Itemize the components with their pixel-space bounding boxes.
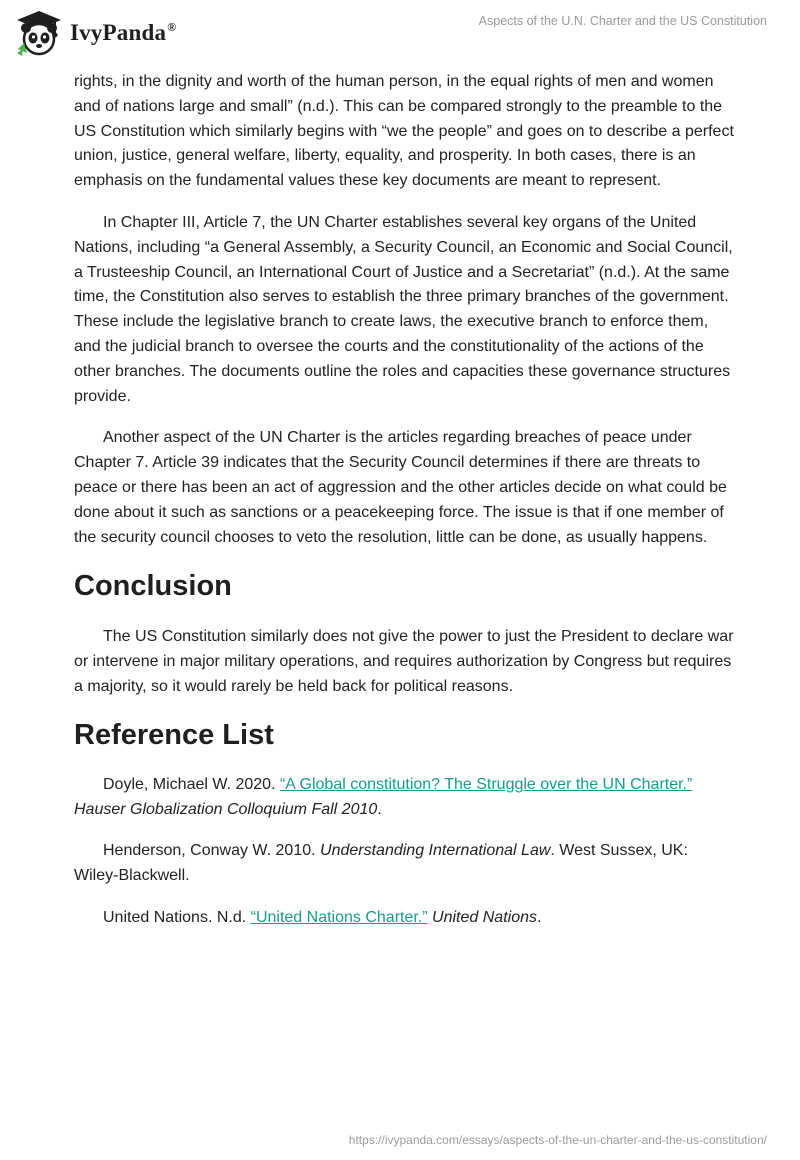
conclusion-paragraph: The US Constitution similarly does not give the power to just the President to declare war or intervene in major military operations, and requires authorization by Congress but requires a majority, so it would rarely be held back for political reasons. — [74, 628, 734, 695]
body-paragraph-2: In Chapter III, Article 7, the UN Charter establishes several key organs of the United Nations, including “a General Assembly, a Security Council, an Economic and Social Council, a Trusteeship Council, an International Court of Justice and a Secretariat” (n.d.). At the same time, the Constitution also serves to establish the three primary branches of the government. These include the legislative branch to create laws, the executive branch to enforce them, and the judicial branch to oversee the courts and the constitutionality of the actions of the other branches. The documents outline the roles and capacities these governance structures provide. — [74, 213, 733, 405]
reference-item-3: United Nations. N.d. “United Nations Charter.” United Nations. — [103, 908, 542, 926]
conclusion-heading: Conclusion — [74, 570, 232, 603]
essay-content — [74, 70, 734, 948]
reference-item-2: Henderson, Conway W. 2010. Understanding International Law. West Sussex, UK: Wiley-Blackwell. — [74, 842, 688, 885]
logo-wordmark: IvyPanda® — [70, 20, 177, 45]
ivypanda-logo[interactable] — [14, 8, 176, 58]
page-header — [0, 0, 800, 66]
footer-url: https://ivypanda.com/essays/aspects-of-the-un-charter-and-the-us-constitution/ — [348, 1133, 767, 1147]
body-paragraph-1: rights, in the dignity and worth of the human person, in the equal rights of men and women and of nations large and small” (n.d.). This can be compared strongly to the preamble to the US Constitution which similarly begins with “we the people” and goes on to describe a perfect union, justice, general welfare, liberty, equality, and prosperity. In both cases, there is an emphasis on the fundamental values these key documents are meant to represent. — [74, 73, 734, 190]
reference-item-1: Doyle, Michael W. 2020. “A Global constitution? The Struggle over the UN Charter.” Hauser Globalization Colloquium Fall 2010. — [74, 775, 693, 818]
reference-link-3[interactable]: “United Nations Charter.” — [250, 908, 428, 926]
body-paragraph-3: Another aspect of the UN Charter is the articles regarding breaches of peace under Chapter 7. Article 39 indicates that the Security Council determines if there are threats to peace or there has been an act of aggression and the other articles decide on what could be done about it such as sanctions or a peacekeeping force. The issue is that if one member of the security council chooses to veto the resolution, little can be done, as usually happens. — [74, 429, 727, 546]
reference-link-1[interactable]: “A Global constitution? The Struggle over the UN Charter.” — [279, 775, 693, 793]
document-title: Aspects of the U.N. Charter and the US Constitution — [478, 14, 767, 28]
reference-list-heading: Reference List — [74, 718, 274, 751]
panda-graduate-icon — [14, 9, 64, 57]
